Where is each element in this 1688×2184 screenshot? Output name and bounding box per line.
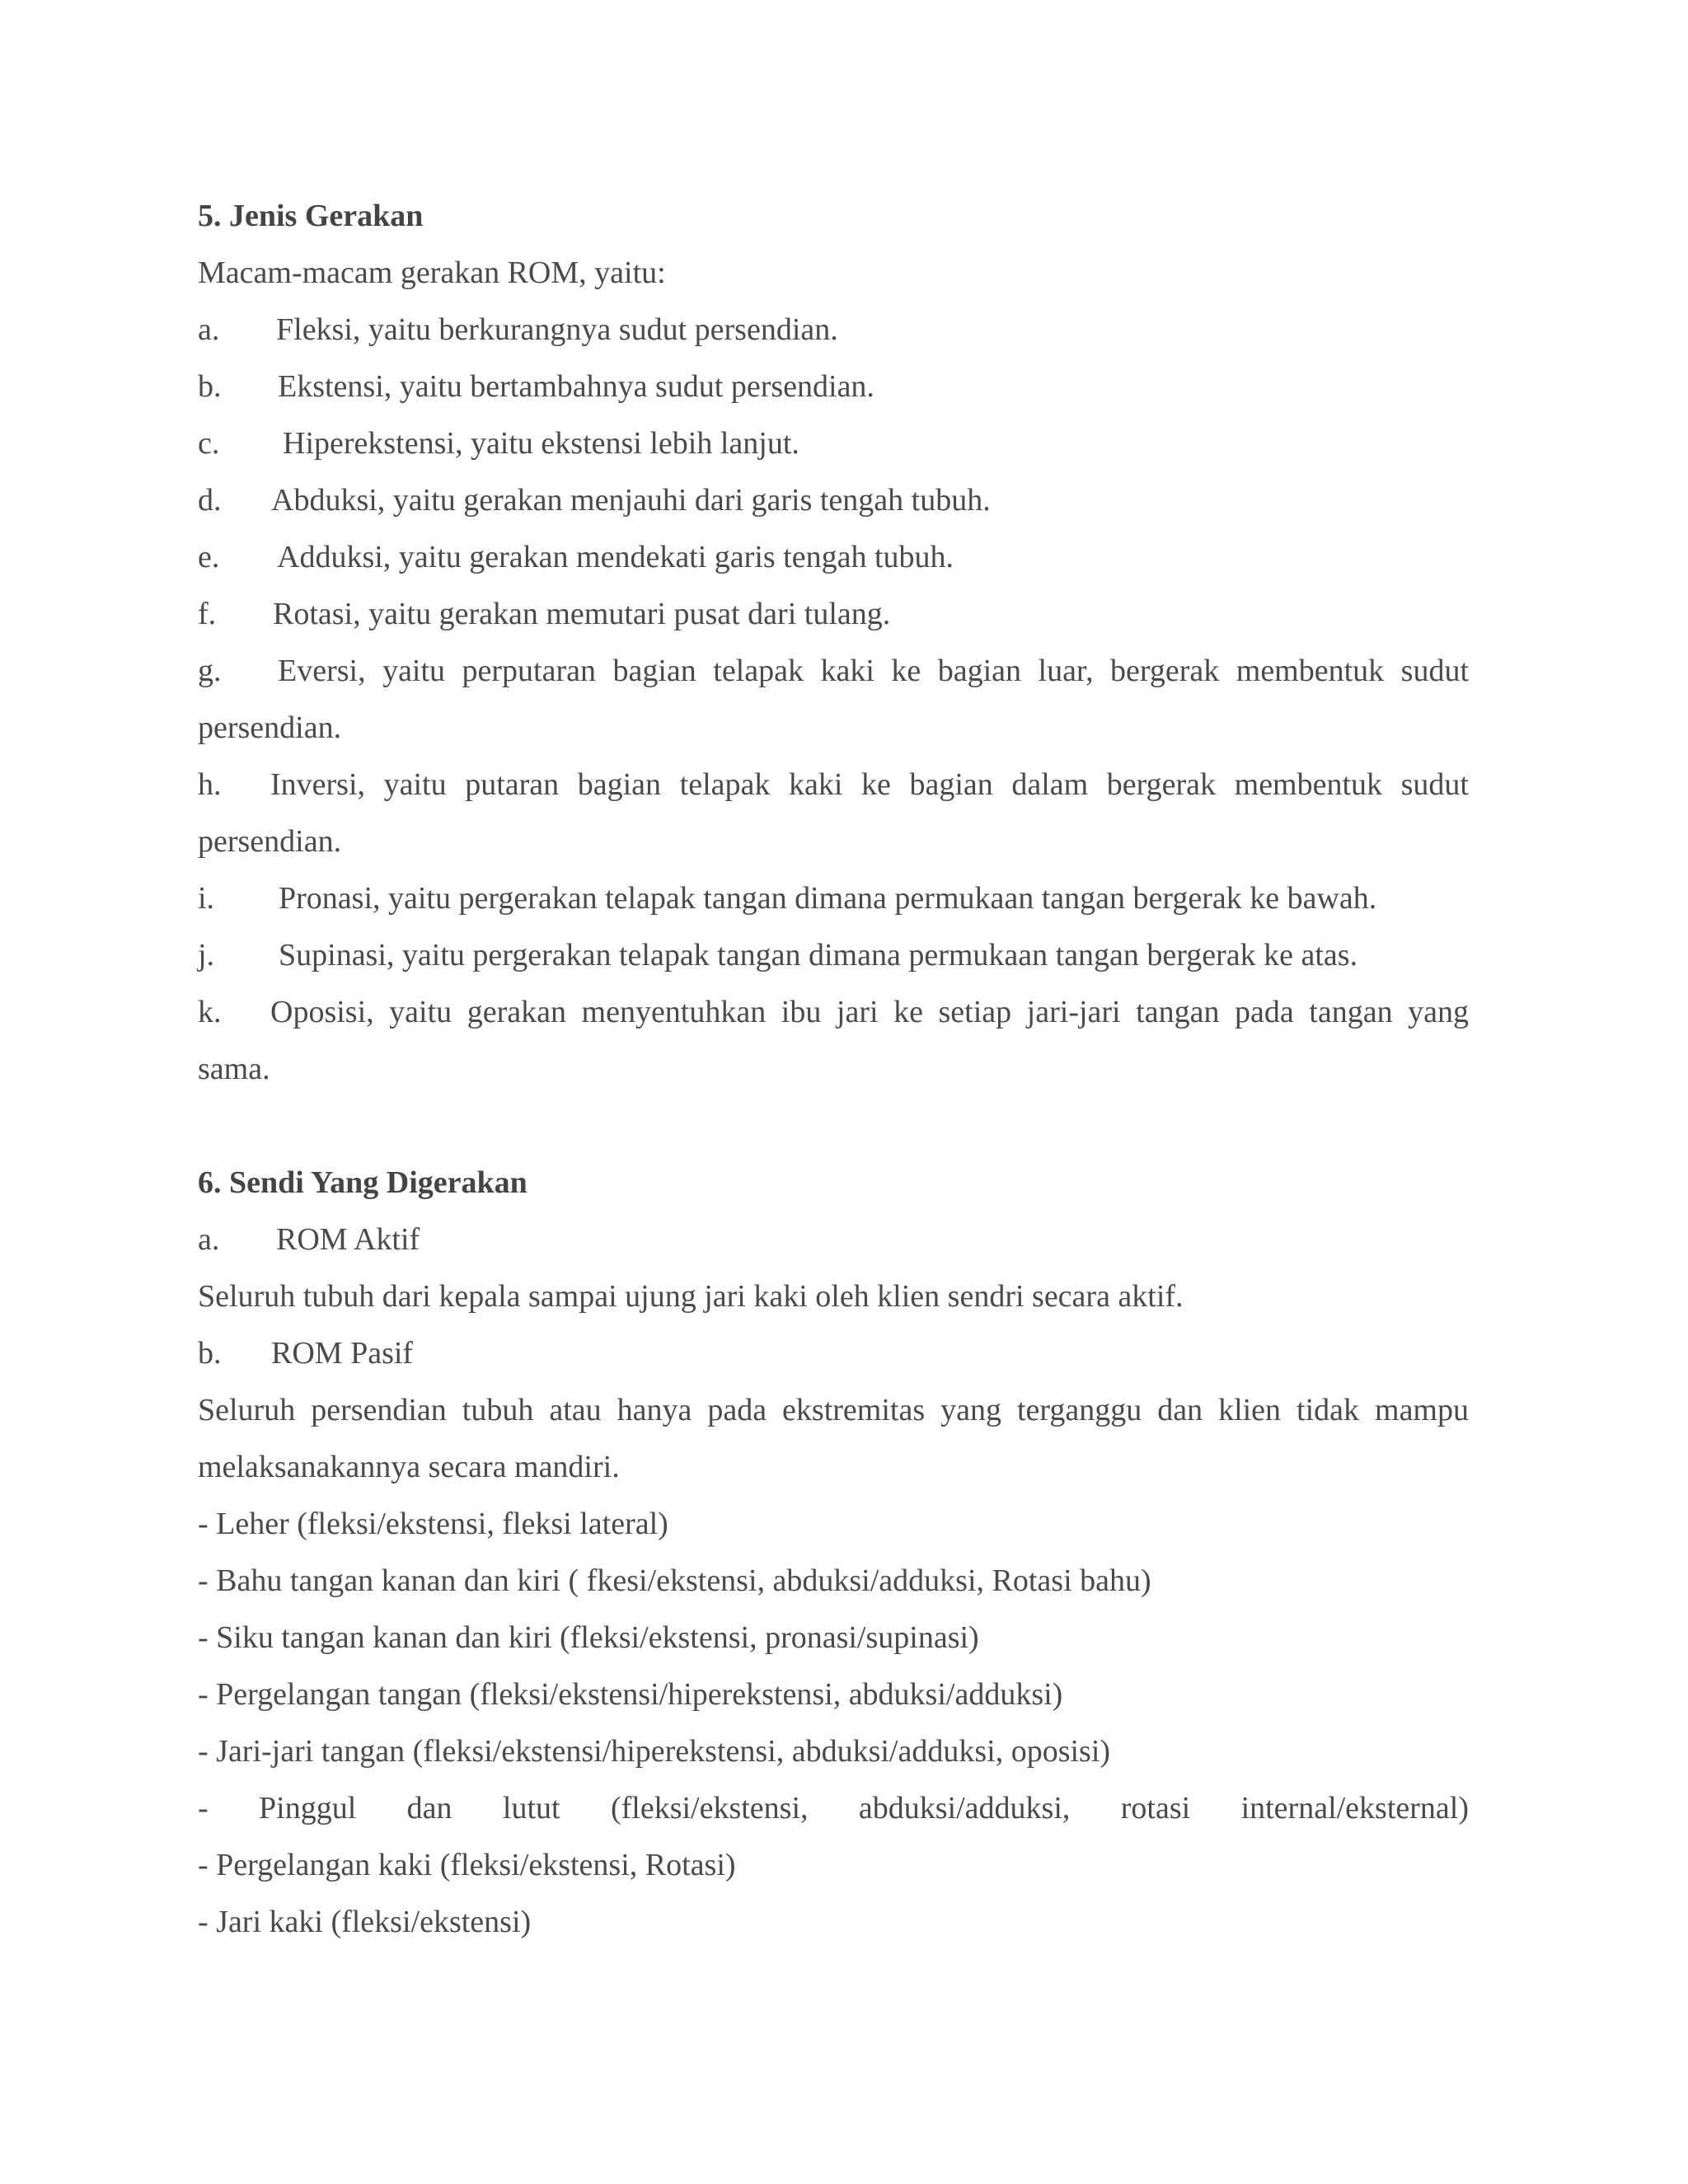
list-item-text: ROM Aktif [276, 1222, 420, 1257]
list-item-k-continuation: sama. [198, 1052, 270, 1086]
page-content [198, 188, 1469, 1951]
list-marker: k. [198, 995, 222, 1029]
list-item-text: Oposisi, yaitu gerakan menyentuhkan ibu jari ke setiap jari-jari tangan pada tangan yang [270, 995, 1469, 1029]
list-item-text: Adduksi, yaitu gerakan mendekati garis tengah tubuh. [277, 540, 954, 574]
list-item-text: Eversi, yaitu perputaran bagian telapak kaki ke bagian luar, bergerak membentuk sudut [278, 654, 1469, 688]
rom-aktif-label [198, 1212, 1469, 1268]
rom-pasif-description-line-1: Seluruh persendian tubuh atau hanya pada ekstremitas yang terganggu dan klien tidak mampu [198, 1393, 1469, 1427]
list-marker: i. [198, 881, 215, 916]
list-item-j [198, 927, 1469, 984]
list-item-h-continuation: persendian. [198, 824, 342, 859]
list-item-text: Ekstensi, yaitu bertambahnya sudut persendian. [278, 369, 874, 404]
section-5-intro: Macam-macam gerakan ROM, yaitu: [198, 255, 666, 290]
list-marker: a. [198, 1222, 220, 1257]
list-item-e [198, 529, 1469, 586]
list-marker: h. [198, 767, 222, 802]
section-5-heading: 5. Jenis Gerakan [198, 199, 424, 233]
list-item-text: ROM Pasif [271, 1336, 414, 1371]
list-marker: j. [198, 938, 215, 972]
list-item-text: Inversi, yaitu putaran bagian telapak kaki ke bagian dalam bergerak membentuk sudut [270, 767, 1469, 802]
list-item-g-continuation: persendian. [198, 710, 342, 745]
list-item-text: Supinasi, yaitu pergerakan telapak tangan dimana permukaan tangan bergerak ke atas. [279, 938, 1358, 972]
joint-item-fingers: - Jari-jari tangan (fleksi/ekstensi/hiperekstensi, abduksi/adduksi, oposisi) [198, 1734, 1111, 1769]
list-marker: b. [198, 1336, 222, 1371]
joint-item-toes: - Jari kaki (fleksi/ekstensi) [198, 1905, 532, 1939]
list-item-text: Fleksi, yaitu berkurangnya sudut persendian. [276, 312, 838, 347]
list-item-d [198, 472, 1469, 529]
joint-item-wrist: - Pergelangan tangan (fleksi/ekstensi/hiperekstensi, abduksi/adduksi) [198, 1677, 1063, 1712]
list-marker: a. [198, 312, 220, 347]
list-item-h [198, 757, 1469, 813]
list-item-text: Pronasi, yaitu pergerakan telapak tangan dimana permukaan tangan bergerak ke bawah. [279, 881, 1377, 916]
list-item-k [198, 984, 1469, 1041]
joint-item-ankle: - Pergelangan kaki (fleksi/ekstensi, Rotasi) [198, 1848, 736, 1882]
list-item-g [198, 643, 1469, 700]
list-marker: g. [198, 654, 222, 688]
section-spacer [198, 1098, 1469, 1155]
list-item-f [198, 586, 1469, 643]
list-item-b [198, 359, 1469, 415]
rom-pasif-description-line-2: melaksanakannya secara mandiri. [198, 1450, 620, 1484]
rom-pasif-label [198, 1325, 1469, 1382]
list-item-a [198, 302, 1469, 359]
list-item-c [198, 415, 1469, 472]
list-marker: c. [198, 426, 220, 461]
joint-item-elbow: - Siku tangan kanan dan kiri (fleksi/ekstensi, pronasi/supinasi) [198, 1620, 979, 1655]
joint-item-shoulder: - Bahu tangan kanan dan kiri ( fkesi/ekstensi, abduksi/adduksi, Rotasi bahu) [198, 1563, 1151, 1598]
list-marker: b. [198, 369, 222, 404]
list-item-text: Rotasi, yaitu gerakan memutari pusat dari tulang. [273, 597, 891, 631]
joint-item-neck: - Leher (fleksi/ekstensi, fleksi lateral) [198, 1507, 668, 1541]
list-marker: f. [198, 597, 217, 631]
section-6-heading: 6. Sendi Yang Digerakan [198, 1165, 528, 1200]
list-item-i [198, 870, 1469, 927]
list-marker: e. [198, 540, 220, 574]
list-marker: d. [198, 483, 222, 518]
list-item-text: Abduksi, yaitu gerakan menjauhi dari garis tengah tubuh. [271, 483, 991, 518]
rom-aktif-description: Seluruh tubuh dari kepala sampai ujung jari kaki oleh klien sendri secara aktif. [198, 1279, 1184, 1314]
joint-item-hip-knee: - Pinggul dan lutut (fleksi/ekstensi, abduksi/adduksi, rotasi internal/eksternal) [198, 1791, 1469, 1825]
list-item-text: Hiperekstensi, yaitu ekstensi lebih lanjut. [283, 426, 799, 461]
